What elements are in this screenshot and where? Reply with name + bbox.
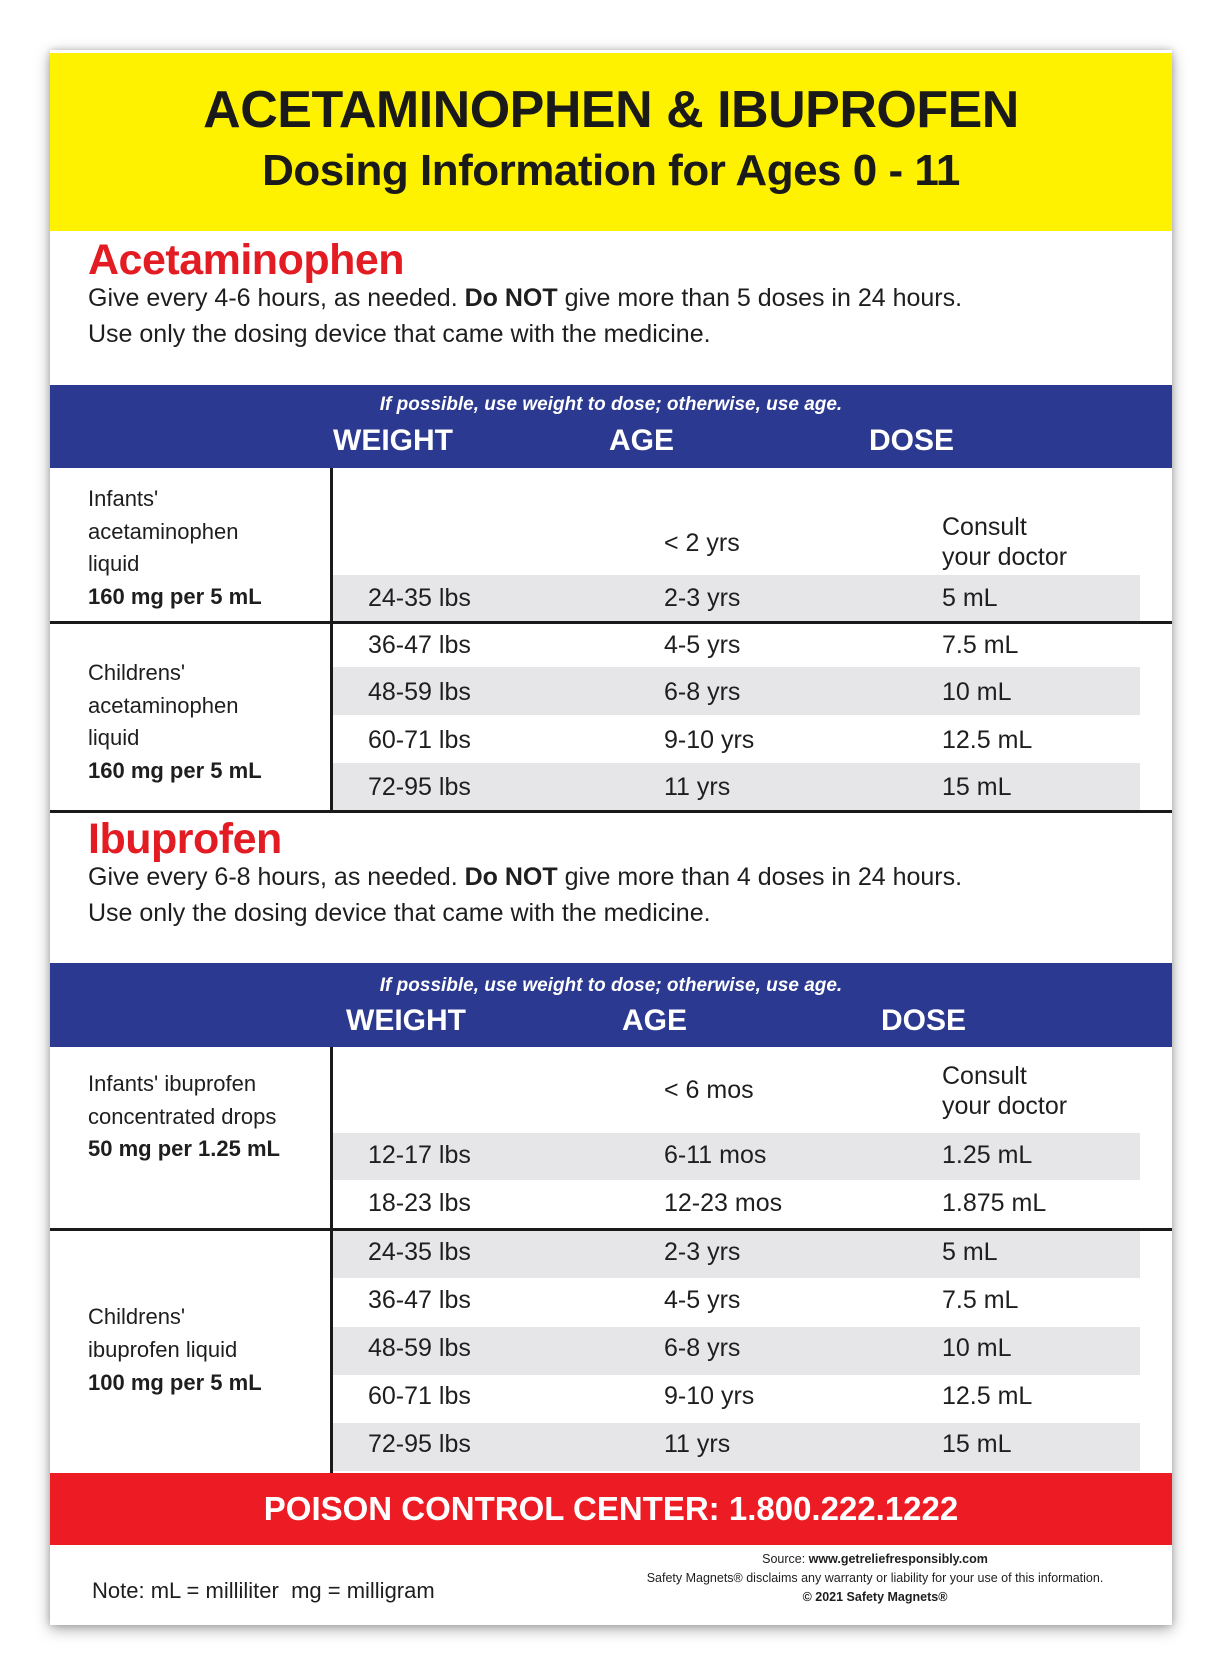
- acetaminophen-desc-warning: Do NOT: [464, 284, 558, 312]
- main-title: ACETAMINOPHEN & IBUPROFEN: [203, 81, 1019, 139]
- ibuprofen-child-strength: 100 mg per 5 mL: [88, 1370, 262, 1395]
- acetaminophen-child-row2-dose: 12.5 mL: [942, 726, 1033, 754]
- ibuprofen-desc-line2: Use only the dosing device that came with the medicine.: [88, 899, 711, 927]
- acetaminophen-child-row0-age: 4-5 yrs: [664, 631, 741, 659]
- ibuprofen-desc-pre: Give every 6-8 hours, as needed.: [88, 863, 465, 891]
- acetaminophen-child-row0-weight: 36-47 lbs: [368, 631, 471, 659]
- ibuprofen-child-row0-weight: 24-35 lbs: [368, 1238, 471, 1266]
- acetaminophen-col-dose: DOSE: [869, 424, 955, 457]
- acetaminophen-infant-row1-dose: 5 mL: [942, 584, 998, 612]
- acetaminophen-child-row1-dose: 10 mL: [942, 678, 1012, 706]
- disclaimer: Safety Magnets® disclaims any warranty or liability for your use of this information.: [646, 1571, 1104, 1585]
- source-label: Source:: [762, 1552, 809, 1566]
- acetaminophen-child-row3-age: 11 yrs: [664, 773, 731, 801]
- ibuprofen-infant-label-line1: Infants' ibuprofen: [88, 1071, 257, 1096]
- ibuprofen-child-row1-age: 4-5 yrs: [664, 1286, 741, 1314]
- ibuprofen-col-dose: DOSE: [881, 1004, 967, 1037]
- table-vertical-divider: [330, 1047, 333, 1473]
- acetaminophen-title: Acetaminophen: [88, 236, 405, 284]
- ibuprofen-desc-warning: Do NOT: [464, 863, 558, 891]
- ibuprofen-child-row0-age: 2-3 yrs: [664, 1238, 741, 1266]
- ibuprofen-child-row4-age: 11 yrs: [664, 1430, 731, 1458]
- ibuprofen-child-row2-age: 6-8 yrs: [664, 1334, 741, 1362]
- main-subtitle: Dosing Information for Ages 0 - 11: [262, 146, 960, 195]
- copyright-text: © 2021 Safety Magnets®: [802, 1590, 948, 1604]
- ibuprofen-col-weight: WEIGHT: [346, 1004, 466, 1037]
- ibuprofen-child-row3-weight: 60-71 lbs: [368, 1382, 471, 1410]
- table-vertical-divider: [330, 468, 333, 810]
- acetaminophen-infant-row0-dose-line2: your doctor: [942, 543, 1068, 571]
- acetaminophen-infant-row0-dose-line1: Consult: [942, 513, 1027, 541]
- acetaminophen-desc-line2: Use only the dosing device that came with the medicine.: [88, 320, 711, 348]
- acetaminophen-infant-label-line1: Infants': [88, 486, 159, 511]
- acetaminophen-child-row2-age: 9-10 yrs: [664, 726, 755, 754]
- acetaminophen-infant-row1-age: 2-3 yrs: [664, 584, 741, 612]
- ibuprofen-col-age: AGE: [622, 1004, 688, 1037]
- acetaminophen-child-row3-dose: 15 mL: [942, 773, 1012, 801]
- acetaminophen-child-label-line1: Childrens': [88, 660, 186, 685]
- acetaminophen-infant-label-line2: acetaminophen: [88, 519, 239, 544]
- acetaminophen-col-age: AGE: [609, 424, 675, 457]
- acetaminophen-infant-row1-weight: 24-35 lbs: [368, 584, 471, 612]
- group-divider: [50, 621, 1172, 624]
- ibuprofen-table-hint: If possible, use weight to dose; otherwise, use age.: [379, 975, 843, 996]
- acetaminophen-desc-post: give more than 5 doses in 24 hours.: [557, 284, 963, 312]
- ibuprofen-infant-row1-age: 6-11 mos: [664, 1141, 767, 1169]
- copyright: [610, 1588, 1140, 1607]
- ibuprofen-child-label-line1: Childrens': [88, 1304, 186, 1329]
- acetaminophen-desc-line1: [88, 280, 962, 316]
- ibuprofen-desc-post: give more than 4 doses in 24 hours.: [557, 863, 963, 891]
- ibuprofen-child-row1-dose: 7.5 mL: [942, 1286, 1019, 1314]
- ibuprofen-child-row4-dose: 15 mL: [942, 1430, 1012, 1458]
- acetaminophen-col-weight: WEIGHT: [333, 424, 453, 457]
- acetaminophen-child-label-line3: liquid: [88, 725, 140, 750]
- acetaminophen-child-row0-dose: 7.5 mL: [942, 631, 1019, 659]
- acetaminophen-infant-label-line3: liquid: [88, 551, 140, 576]
- ibuprofen-child-row2-weight: 48-59 lbs: [368, 1334, 471, 1362]
- acetaminophen-table-hint: If possible, use weight to dose; otherwise, use age.: [379, 394, 843, 415]
- ibuprofen-child-row0-dose: 5 mL: [942, 1238, 998, 1266]
- ibuprofen-infant-row1-dose: 1.25 mL: [942, 1141, 1033, 1169]
- units-note: Note: mL = milliliter mg = milligram: [92, 1578, 435, 1603]
- ibuprofen-child-row2-dose: 10 mL: [942, 1334, 1012, 1362]
- acetaminophen-child-row3-weight: 72-95 lbs: [368, 773, 471, 801]
- ibuprofen-infant-row0-age: < 6 mos: [664, 1076, 754, 1104]
- source-line: [610, 1550, 1140, 1569]
- acetaminophen-infant-row0-age: < 2 yrs: [664, 529, 740, 557]
- ibuprofen-infant-row2-age: 12-23 mos: [664, 1189, 783, 1217]
- acetaminophen-child-row1-age: 6-8 yrs: [664, 678, 741, 706]
- poison-control-text: POISON CONTROL CENTER: 1.800.222.1222: [263, 1490, 959, 1527]
- ibuprofen-infant-row1-weight: 12-17 lbs: [368, 1141, 471, 1169]
- ibuprofen-desc-line1: [88, 859, 962, 895]
- acetaminophen-child-strength: 160 mg per 5 mL: [88, 758, 262, 783]
- ibuprofen-infant-label-line2: concentrated drops: [88, 1104, 277, 1129]
- ibuprofen-infant-row2-weight: 18-23 lbs: [368, 1189, 471, 1217]
- dosing-chart-card: [50, 50, 1172, 1625]
- group-divider: [50, 1228, 1172, 1231]
- ibuprofen-infant-row0-dose-line1: Consult: [942, 1062, 1027, 1090]
- acetaminophen-infant-strength: 160 mg per 5 mL: [88, 584, 262, 609]
- ibuprofen-infant-row0-dose-line2: your doctor: [942, 1092, 1068, 1120]
- section-divider: [50, 810, 1172, 813]
- ibuprofen-child-row3-dose: 12.5 mL: [942, 1382, 1033, 1410]
- acetaminophen-child-row2-weight: 60-71 lbs: [368, 726, 471, 754]
- ibuprofen-infant-row2-dose: 1.875 mL: [942, 1189, 1047, 1217]
- acetaminophen-child-label-line2: acetaminophen: [88, 693, 239, 718]
- ibuprofen-child-label-line2: ibuprofen liquid: [88, 1337, 238, 1362]
- ibuprofen-title: Ibuprofen: [88, 815, 282, 863]
- footer-fine-print: [610, 1550, 1140, 1607]
- ibuprofen-child-row4-weight: 72-95 lbs: [368, 1430, 471, 1458]
- ibuprofen-child-row3-age: 9-10 yrs: [664, 1382, 755, 1410]
- acetaminophen-desc-pre: Give every 4-6 hours, as needed.: [88, 284, 465, 312]
- source-link[interactable]: www.getreliefresponsibly.com: [808, 1552, 988, 1566]
- ibuprofen-infant-strength: 50 mg per 1.25 mL: [88, 1136, 280, 1161]
- ibuprofen-child-row1-weight: 36-47 lbs: [368, 1286, 471, 1314]
- acetaminophen-child-row1-weight: 48-59 lbs: [368, 678, 471, 706]
